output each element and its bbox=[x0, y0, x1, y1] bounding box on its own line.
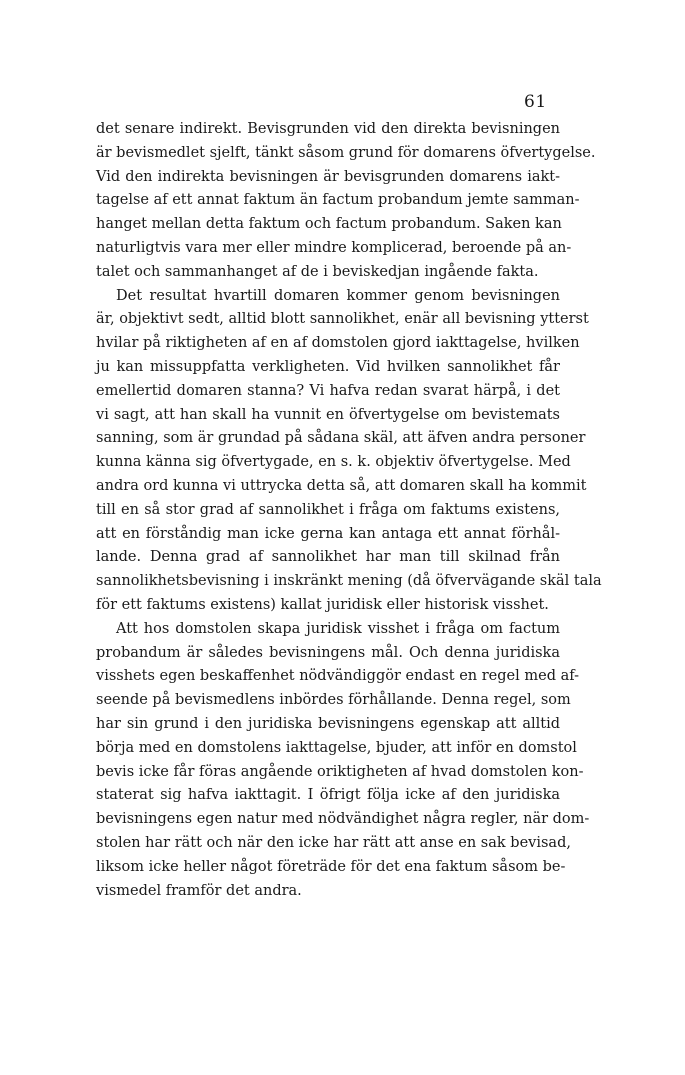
text-line: liksom icke heller något företräde för det ena faktum såsom be- bbox=[96, 858, 566, 875]
text-line: är bevismedlet sjelft, tänkt såsom grund för domarens öfvertygelse. bbox=[96, 144, 596, 161]
text-line: har sin grund i den juridiska bevisningens egenskap att alltid bbox=[96, 715, 560, 732]
text-line: naturligtvis vara mer eller mindre komplicerad, beroende på an- bbox=[96, 239, 572, 256]
text-line: probandum är således bevisningens mål. Och denna juridiska bbox=[96, 644, 560, 661]
text-line: vismedel framför det andra. bbox=[96, 882, 302, 899]
text-line: bevis icke får föras angående oriktigheten af hvad domstolen kon- bbox=[96, 763, 584, 780]
text-line: hanget mellan detta faktum och factum probandum. Saken kan bbox=[96, 216, 562, 233]
page-number: 61 bbox=[524, 92, 547, 112]
text-line: andra ord kunna vi uttrycka detta så, att domaren skall ha kommit bbox=[96, 477, 587, 494]
body-text bbox=[96, 118, 602, 903]
text-line: kunna känna sig öfvertygade, en s. k. objektiv öfvertygelse. Med bbox=[96, 454, 571, 471]
text-line: tagelse af ett annat faktum än factum probandum jemte samman- bbox=[96, 192, 580, 209]
text-line: bevisningens egen natur med nödvändighet några regler, när dom- bbox=[96, 811, 590, 828]
text-line: för ett faktums existens) kallat juridisk eller historisk visshet. bbox=[96, 596, 549, 613]
text-line: lande. Denna grad af sannolikhet har man till skilnad från bbox=[96, 549, 560, 566]
text-line: börja med en domstolens iakttagelse, bjuder, att inför en domstol bbox=[96, 739, 577, 756]
text-line: till en så stor grad af sannolikhet i fråga om faktums existens, bbox=[96, 501, 560, 518]
paragraph-3 bbox=[96, 618, 590, 904]
text-line: seende på bevismedlens inbördes förhållande. Denna regel, som bbox=[96, 692, 571, 709]
text-line: sannolikhetsbevisning i inskränkt mening (då öfvervägande skäl tala bbox=[96, 573, 602, 590]
text-line: är, objektivt sedt, alltid blott sannolikhet, enär all bevisning ytterst bbox=[96, 311, 589, 328]
text-line: stolen har rätt och när den icke har rätt att anse en sak bevisad, bbox=[96, 834, 571, 851]
text-line: visshets egen beskaffenhet nödvändiggör endast en regel med af- bbox=[96, 668, 579, 685]
text-line: Att hos domstolen skapa juridisk visshet i fråga om factum bbox=[116, 620, 560, 637]
paragraph-1 bbox=[96, 118, 596, 285]
text-line: ju kan missuppfatta verkligheten. Vid hvilken sannolikhet får bbox=[96, 358, 560, 375]
paragraph-2 bbox=[96, 285, 602, 618]
text-line: hvilar på riktigheten af en af domstolen gjord iakttagelse, hvilken bbox=[96, 335, 580, 352]
text-line: att en förståndig man icke gerna kan antaga ett annat förhål- bbox=[96, 525, 560, 542]
text-line: Det resultat hvartill domaren kommer genom bevisningen bbox=[116, 287, 560, 304]
text-line: vi sagt, att han skall ha vunnit en öfvertygelse om bevistemats bbox=[96, 406, 560, 423]
text-line: sanning, som är grundad på sådana skäl, att äfven andra personer bbox=[96, 430, 586, 447]
text-line: staterat sig hafva iakttagit. I öfrigt följa icke af den juridiska bbox=[96, 787, 560, 804]
text-line: talet och sammanhanget af de i beviskedjan ingående fakta. bbox=[96, 263, 539, 280]
text-line: Vid den indirekta bevisningen är bevisgrunden domarens iakt- bbox=[96, 168, 560, 185]
text-line: emellertid domaren stanna? Vi hafva redan svarat härpå, i det bbox=[96, 382, 560, 399]
text-line: det senare indirekt. Bevisgrunden vid den direkta bevisningen bbox=[96, 121, 560, 137]
